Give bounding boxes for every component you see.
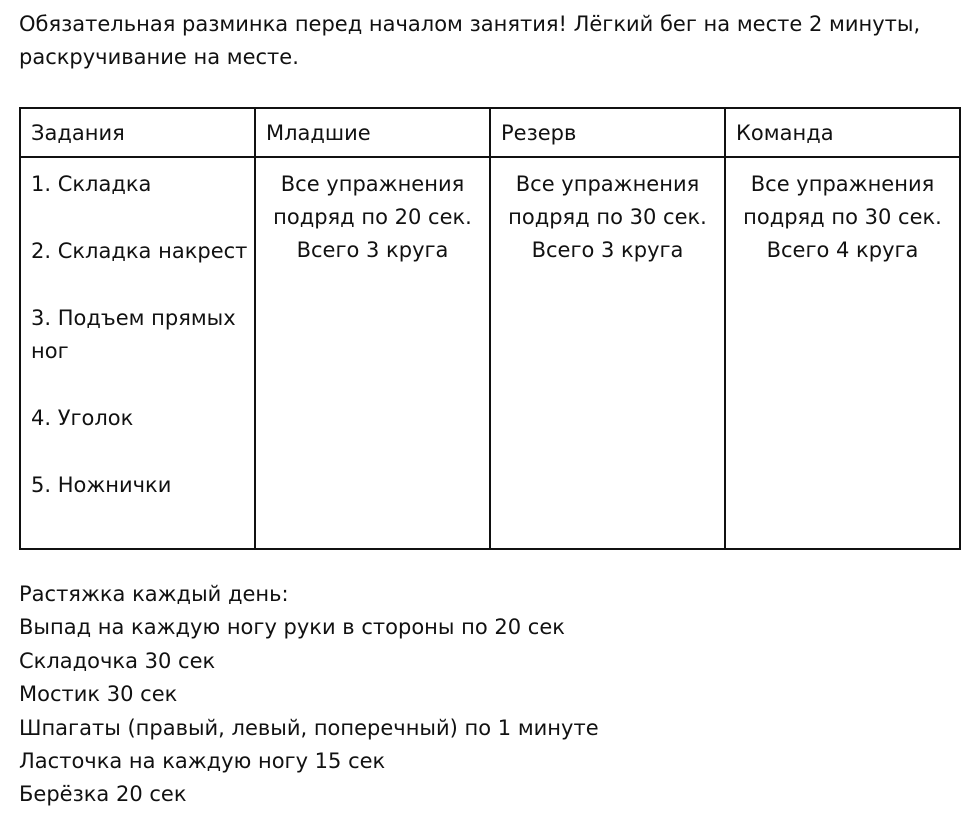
stretching-item-4: Шпагаты (правый, левый, поперечный) по 1 минуте [19,715,599,740]
task-item-3: 3. Подъем прямых ног [31,306,236,363]
header-juniors: Младшие [255,108,490,157]
task-list [21,158,254,502]
juniors-line-3: Всего 3 круга [296,238,449,262]
task-item-5: 5. Ножнички [31,473,172,497]
reserve-line-1: Все упражнения [515,172,700,196]
task-item-1: 1. Складка [31,172,152,196]
team-cell [725,157,960,549]
table-row [20,157,960,549]
reserve-cell [490,157,725,549]
tasks-cell [20,157,255,549]
intro-line-1: Обязательная разминка перед началом занятия! Лёгкий бег на месте 2 минуты, [19,12,921,36]
exercise-table [19,107,961,550]
juniors-cell [255,157,490,549]
stretching-item-6: Берёзка 20 сек [19,782,187,807]
team-line-1: Все упражнения [750,172,935,196]
juniors-line-1: Все упражнения [280,172,465,196]
stretching-item-3: Мостик 30 сек [19,682,178,707]
header-tasks: Задания [20,108,255,157]
juniors-line-2: подряд по 20 сек. [273,205,472,229]
table-header-row [20,108,960,157]
reserve-line-2: подряд по 30 сек. [508,205,707,229]
header-team: Команда [725,108,960,157]
stretching-section [19,578,959,812]
stretching-item-1: Выпад на каждую ногу руки в стороны по 20 сек [19,615,565,640]
stretching-item-5: Ласточка на каждую ногу 15 сек [19,749,386,774]
header-reserve: Резерв [490,108,725,157]
team-line-3: Всего 4 круга [766,238,919,262]
team-line-2: подряд по 30 сек. [743,205,942,229]
task-item-4: 4. Уголок [31,406,134,430]
reserve-line-3: Всего 3 круга [531,238,684,262]
task-item-2: 2. Складка накрест [31,239,248,263]
intro-text [19,8,969,74]
intro-line-2: раскручивание на месте. [19,45,299,69]
stretching-item-2: Складочка 30 сек [19,648,216,673]
stretching-title: Растяжка каждый день: [19,582,289,606]
